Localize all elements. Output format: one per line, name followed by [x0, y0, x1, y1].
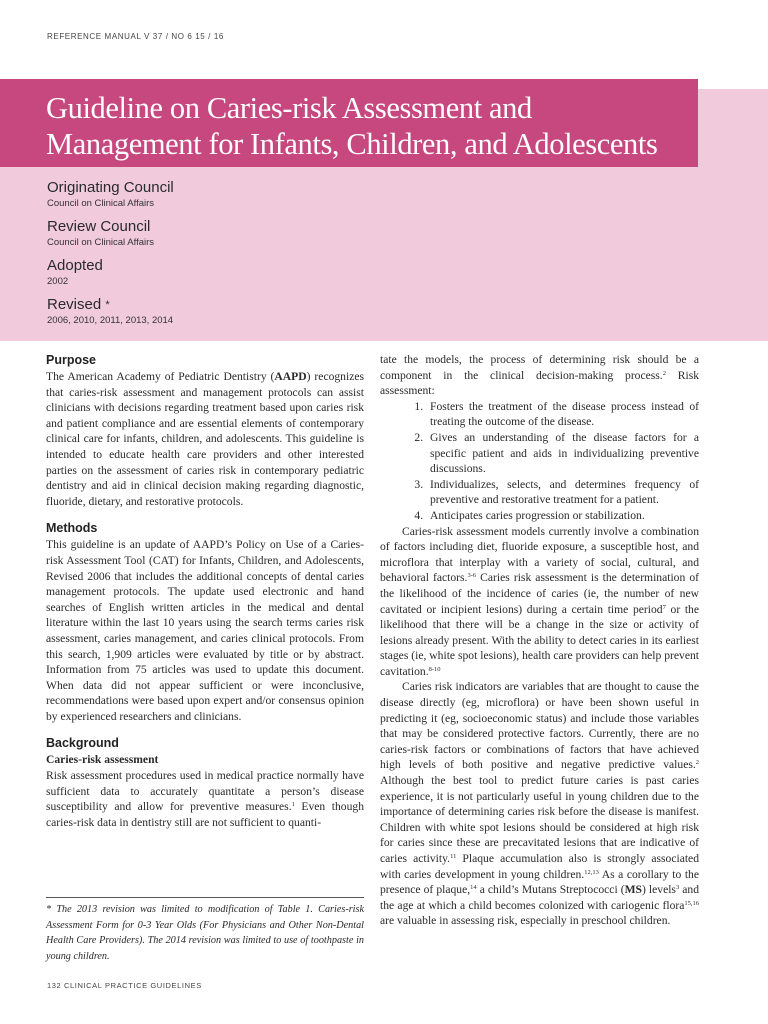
citation: 8-10: [428, 665, 441, 673]
indicators-text-e: a child’s Mutans Streptococci (: [476, 883, 625, 897]
revised-value: 2006, 2010, 2011, 2013, 2014: [47, 315, 174, 326]
ms-abbrev: MS: [624, 883, 642, 897]
indicators-text-d: As a corollary to the presence of plaque,: [380, 867, 699, 897]
indicators-text-h: are valuable in assessing risk, especially in preschool children.: [380, 914, 671, 928]
risk-assessment-intro: [380, 352, 699, 399]
models-text-a: Caries-risk assessment models currently involve a combination of factors including diet, fluoride exposure, a susceptible host, and microflora that interplay with a variety of social, cultural, and behavioral factors.: [380, 524, 699, 585]
document-metadata: [47, 179, 647, 335]
caries-risk-subheading: Caries-risk assessment: [46, 753, 159, 767]
aapd-abbrev: AAPD: [274, 370, 307, 383]
citation: 14: [470, 884, 477, 892]
citation: 12,13: [584, 868, 599, 876]
purpose-heading: Purpose: [46, 353, 97, 367]
originating-council-value: Council on Clinical Affairs: [47, 198, 155, 209]
revised-heading: [47, 296, 647, 314]
citation: 7: [662, 603, 666, 611]
indicators-text-c: Plaque accumulation also is strongly associated with caries development in young children.: [380, 852, 699, 881]
indicators-text-f: ) levels: [641, 883, 676, 897]
running-head: REFERENCE MANUAL V 37 / NO 6 15 / 16: [47, 32, 224, 41]
left-column: [46, 352, 364, 830]
list-item: 2. Gives an understanding of the disease factors for a specific patient and aids in individualizing preventive discussions.: [426, 430, 699, 477]
list-item: 1. Fosters the treatment of the disease process instead of treating the outcome of the disease.: [426, 399, 699, 430]
list-item: 3. Individualizes, selects, and determines frequency of preventive and restorative treatment for a patient.: [426, 477, 699, 508]
originating-council-heading: Originating Council: [47, 179, 174, 196]
intro-text-b: Risk assessment:: [380, 368, 700, 398]
indicators-text-b: Although the best tool to predict future caries is past caries experience, it is not particularly useful in young children due to the importance of determining caries risk before the disease is manifest. Children with white spot lesions should be considered at high risk for caries since these are precavitated lesions that are indicative of caries activity.: [380, 774, 699, 865]
adopted-value: 2002: [47, 276, 69, 287]
models-text-b: Caries risk assessment is the determination of the likelihood of the incidence of caries (ie, the number of new cavitated or incipient lesions) during a certain time period: [380, 571, 699, 616]
purpose-text-a: The American Academy of Pediatric Dentistry (: [46, 370, 275, 383]
citation: 3: [675, 884, 680, 892]
right-column: [380, 352, 699, 929]
footnote: * The 2013 revision was limited to modification of Table 1. Caries-risk Assessment Form for 0-3 Year Olds (For Physicians and Other Non-Dental Health Care Providers). The 2014 revision was limited to use of toothpaste in young children.: [46, 904, 364, 962]
citation: 2: [695, 759, 699, 767]
page-footer: 132 CLINICAL PRACTICE GUIDELINES: [47, 981, 202, 990]
purpose-paragraph: [46, 369, 364, 509]
risk-assessment-list: [380, 399, 699, 524]
background-heading: Background: [46, 736, 119, 751]
review-council-value: Council on Clinical Affairs: [47, 237, 155, 248]
citation: 15,16: [684, 899, 699, 907]
citation: 2: [662, 369, 666, 377]
citation: 1: [291, 801, 295, 809]
intro-text-a: tate the models, the process of determining risk should be a component in the clinical decision-making process.: [380, 353, 699, 382]
risk-indicators-paragraph: [380, 679, 699, 929]
background-paragraph: [46, 768, 364, 830]
title-line-2: Management for Infants, Children, and Adolescents: [46, 127, 658, 161]
citation: 11: [450, 853, 457, 860]
purpose-text-b: ) recognizes that caries-risk assessment and management protocols can assist clinicians with decisions regarding treatment based upon caries risk and patient compliance and are essential elements of contemporary clinical care for infants, children, and adolescents. This guideline is intended to educate health care providers and other interested parties on the assessment of caries risk in contemporary pediatric dentistry and aid in clinical decision making regarding diagnostic, fluoride, dietary, and restorative protocols.: [46, 370, 364, 508]
background-text-b: Even though caries-risk data in dentistry still are not sufficient to quanti-: [46, 800, 364, 829]
caries-models-paragraph: [380, 524, 699, 680]
page-title: [46, 90, 696, 162]
title-line-1: Guideline on Caries-risk Assessment and: [46, 91, 532, 125]
indicators-text-a: Caries risk indicators are variables that are thought to cause the disease directly (eg, microflora) or have been shown useful in predicting it (eg, socioeconomic status) and include those variables that may be considered protective factors. Currently, there are no caries-risk factors or combinations of factors that have achieved high levels of both positive and negative predictive values.: [380, 680, 699, 772]
citation: 3-6: [467, 572, 477, 580]
adopted-heading: Adopted: [47, 257, 103, 274]
revised-label: Revised: [47, 296, 102, 313]
models-text-c: or the likelihood that there will be a change in the size or activity of lesions already present. With the ability to detect caries in its earliest stages (ie, white spot lesions), health care providers can help prevent cavitation.: [380, 602, 700, 678]
footnote-rule: [46, 897, 364, 898]
review-council-heading: Review Council: [47, 218, 151, 235]
background-text-a: Risk assessment procedures used in medical practice normally have sufficient data to accurately quantitate a person’s disease susceptibility and allow for preventive measures.: [46, 769, 364, 814]
list-item: 4. Anticipates caries progression or stabilization.: [426, 508, 699, 524]
indicators-text-g: and the age at which a child becomes colonized with cariogenic flora: [380, 883, 700, 912]
methods-heading: Methods: [46, 521, 98, 536]
revised-footnote-marker: *: [105, 299, 110, 311]
methods-paragraph: This guideline is an update of AAPD’s Policy on Use of a Caries-risk Assessment Tool (CAT) for Infants, Children, and Adolescents, Revised 2006 that includes the additional concepts of dental caries management protocols. The update used electronic and hand searches of English written articles in the medical and dental literature within the last 10 years using the search terms caries risk assessment, caries management, and caries clinical protocols. From this search, 1,909 articles were evaluated by title or by abstract. Information from 75 articles was used to update this document. When data did not appear sufficient or were inconclusive, recommendations were based upon expert and/or consensus opinion by experienced researchers and clinicians.: [46, 538, 364, 723]
